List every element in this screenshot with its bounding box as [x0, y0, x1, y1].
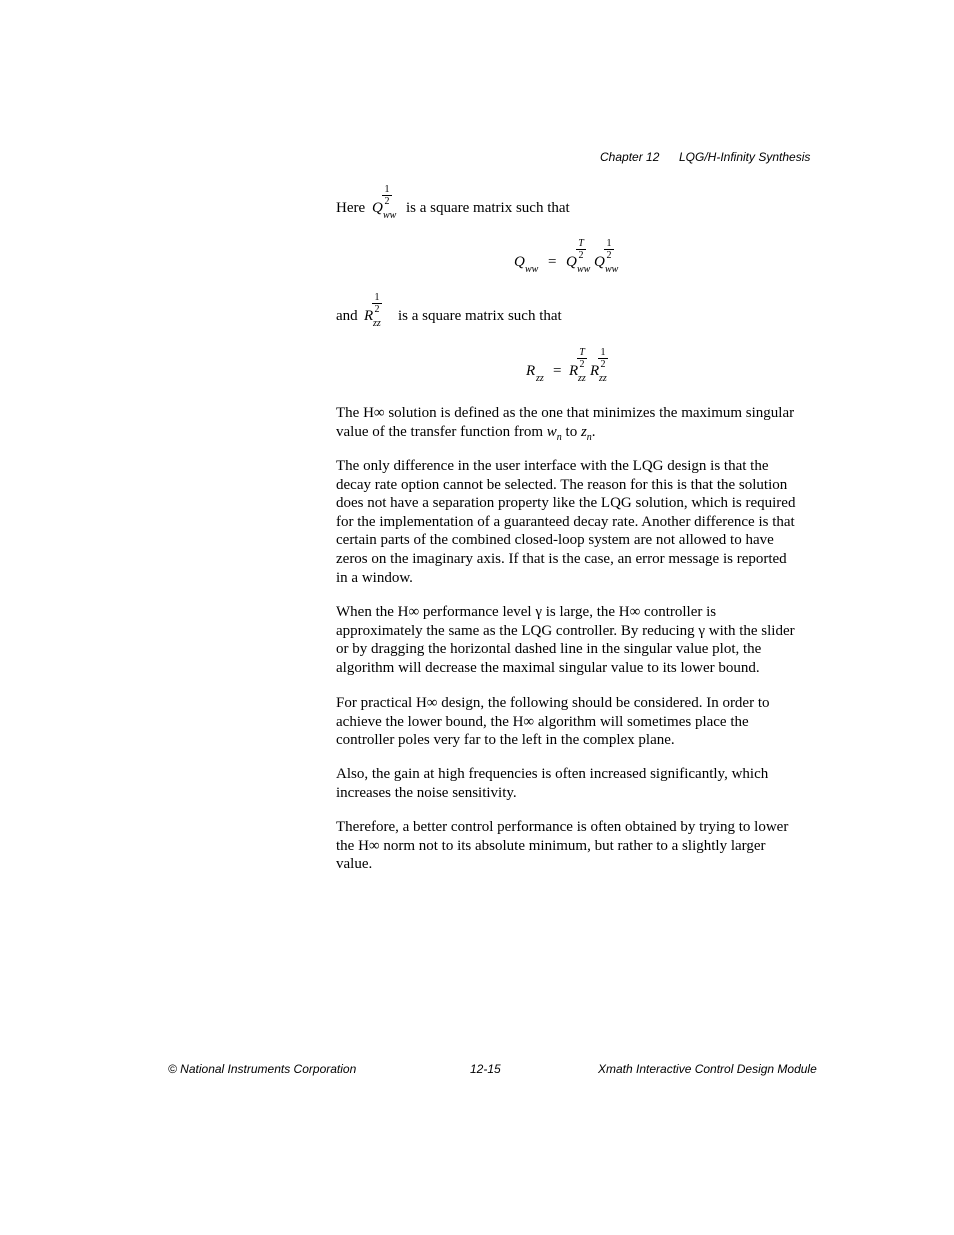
- eq-q-lhs-subscript: ww: [525, 264, 539, 275]
- intro-q-trail: is a square matrix such that: [406, 200, 570, 216]
- eq-r-factor2: R: [590, 363, 600, 379]
- paragraph-performance-level: When the H∞ performance level γ is large, the H∞ controller is approximately the same as the LQG controller. By reducing γ with the slider or by dragging the horizontal dashed line in the singular value plot, the algorithm will decrease the maximal singular value to its lower bound.: [336, 604, 795, 676]
- eq-r-factor2-subscript: zz: [599, 373, 607, 384]
- equation-q: [514, 238, 634, 286]
- intro-r-subscript: zz: [373, 318, 381, 329]
- intro-r-lead: and: [336, 308, 358, 324]
- eq-q-factor1: Q: [566, 254, 577, 270]
- footer-page-number: 12-15: [470, 1062, 501, 1076]
- running-header-chapter: Chapter 12: [600, 150, 660, 164]
- eq-r-lhs: R: [526, 363, 536, 379]
- intro-r-symbol: R: [364, 308, 374, 324]
- eq-q-lhs: Q: [514, 254, 525, 270]
- intro-q-subscript: ww: [383, 210, 397, 221]
- equation-r: [526, 347, 626, 395]
- eq-q-factor2: Q: [594, 254, 605, 270]
- paragraph-ui-difference: The only difference in the user interface with the LQG design is that the decay rate option cannot be selected. The reason for this is that the solution does not have a separation property like the LQG solution, which is required for the implementation of a guaranteed decay rate. Another difference is that certain parts of the combined closed-loop system are not allowed to have zeros on the imaginary axis. If that is the case, an error message is reported in a window.: [336, 458, 796, 586]
- intro-q-lead: Here: [336, 200, 366, 216]
- intro-line-q: [336, 184, 756, 228]
- running-header-title: LQG/H-Infinity Synthesis: [679, 150, 811, 164]
- footer-product-name: Xmath Interactive Control Design Module: [598, 1062, 817, 1076]
- eq-q-factor2-subscript: ww: [605, 264, 619, 275]
- footer-copyright: © National Instruments Corporation: [168, 1062, 357, 1076]
- eq-r-factor1-subscript: zz: [578, 373, 586, 384]
- paragraph-practical-design: For practical H∞ design, the following should be considered. In order to achieve the lower bound, the H∞ algorithm will sometimes place the controller poles very far to the left in the complex plane.: [336, 695, 770, 749]
- intro-q-symbol: Q: [372, 200, 383, 216]
- eq-q-factor2-exponent: $\frac{1}{2}$: [604, 238, 614, 261]
- eq-r-factor2-exponent: $\frac{1}{2}$: [598, 347, 608, 370]
- eq-r-lhs-subscript: zz: [536, 373, 544, 384]
- paragraph-high-frequency-gain: Also, the gain at high frequencies is often increased significantly, which increases the noise sensitivity.: [336, 766, 769, 801]
- intro-r-trail: is a square matrix such that: [398, 308, 562, 324]
- paragraph-conclusion: Therefore, a better control performance is often obtained by trying to lower the H∞ norm not to its absolute minimum, but rather to a slightly larger value.: [336, 819, 789, 873]
- eq-r-factor1-exponent: $\frac{T}{2}$: [577, 347, 587, 370]
- intro-r-exponent: $\frac{1}{2}$: [372, 292, 382, 315]
- paragraph-hinf-definition: The H∞ solution is defined as the one that minimizes the maximum singular value of the transfer function from $w_n$ to $z_n$.: [336, 405, 795, 443]
- eq-r-factor1: R: [569, 363, 579, 379]
- eq-q-factor1-subscript: ww: [577, 264, 591, 275]
- intro-line-r: [336, 292, 756, 336]
- eq-r-equals: =: [553, 363, 562, 379]
- intro-q-exponent: $\frac{1}{2}$: [382, 184, 392, 207]
- eq-q-equals: =: [548, 254, 557, 270]
- eq-q-factor1-exponent: $\frac{T}{2}$: [576, 238, 586, 261]
